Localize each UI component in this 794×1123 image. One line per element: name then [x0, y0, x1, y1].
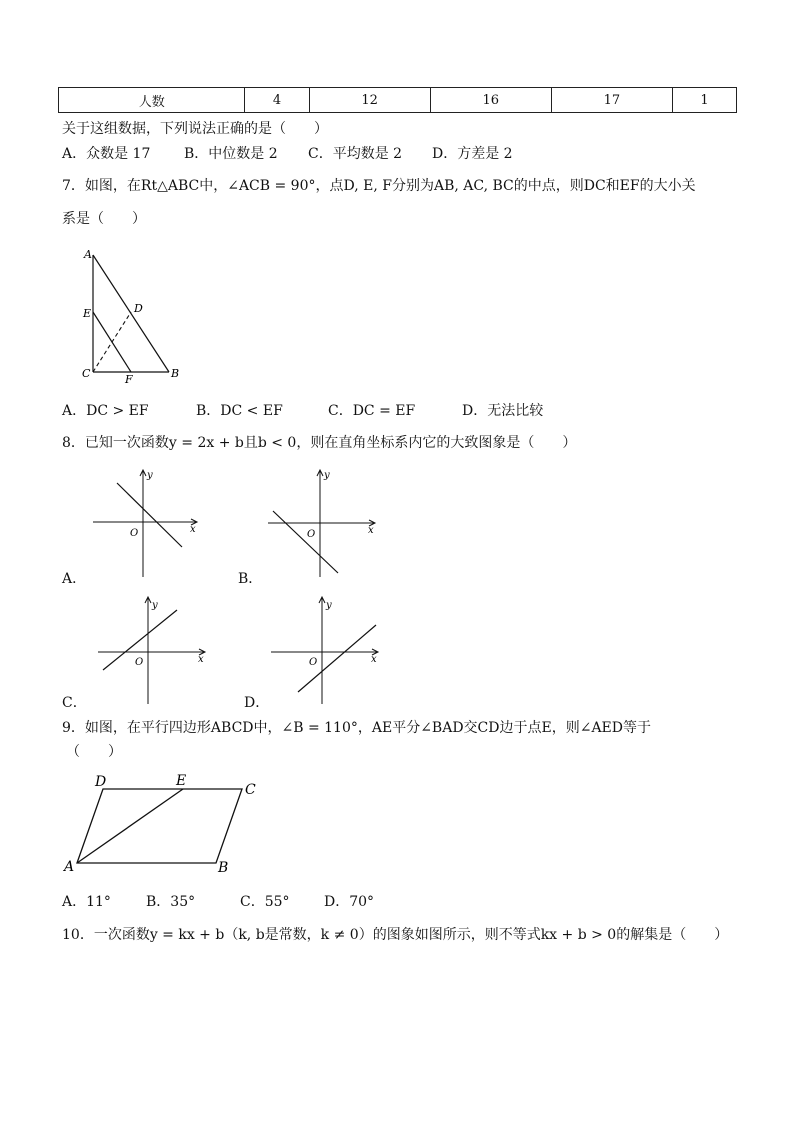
q7-label-c: C	[82, 367, 91, 380]
q8-option-d: D．	[244, 695, 270, 711]
q8d-x-label: x	[371, 654, 377, 665]
q9-label-d: D	[95, 774, 107, 790]
q8-option-a: A．	[62, 571, 87, 587]
q10-stem: 10．一次函数y = kx + b（k, b是常数，k ≠ 0）的图象如图所示，则不等式kx + b > 0的解集是（ ）	[62, 927, 729, 943]
q9-stem-line2: （ ）	[66, 744, 122, 760]
q7-label-e: E	[83, 307, 92, 320]
q8d-origin-label: O	[309, 657, 318, 668]
q8c-x-label: x	[198, 654, 204, 665]
table-cell: 人数	[59, 88, 245, 113]
q7-stem-line1: 7．如图，在Rt△ABC中，∠ACB = 90°，点D, E, F分别为AB, AC, BC的中点，则DC和EF的大小关	[62, 178, 696, 194]
q9-stem-line1: 9．如图，在平行四边形ABCD中，∠B = 110°，AE平分∠BAD交CD边于点E，则∠AED等于	[62, 720, 651, 736]
q8c-y-label: y	[152, 600, 158, 611]
q9-options	[62, 891, 374, 911]
q7-label-d: D	[134, 302, 143, 315]
table-cell: 4	[245, 88, 309, 113]
q7-option-a: A．DC > EF	[62, 403, 149, 419]
q7-label-b: B	[171, 367, 180, 380]
q9-label-b: B	[218, 860, 229, 875]
q7-stem-line2: 系是（ ）	[62, 211, 146, 227]
q6-options	[62, 143, 513, 163]
q7-option-b: B．DC < EF	[196, 403, 283, 419]
q8-graph-a	[90, 465, 205, 580]
q7-option-d: D．无法比较	[462, 403, 544, 419]
q8b-origin-label: O	[307, 529, 316, 540]
q7-options	[62, 400, 543, 420]
q9-option-b: B．35°	[146, 894, 196, 910]
q8-option-c: C．	[62, 695, 87, 711]
q9-option-a: A．11°	[62, 894, 111, 910]
q9-label-e: E	[176, 773, 187, 789]
q9-option-c: C．55°	[240, 894, 290, 910]
q8a-x-label: x	[190, 524, 196, 535]
table-cell: 16	[430, 88, 551, 113]
q8-graph-c	[95, 592, 210, 707]
q8c-origin-label: O	[135, 657, 144, 668]
table-cell: 12	[309, 88, 430, 113]
q6-option-b: B．中位数是 2	[184, 146, 278, 162]
q6-option-d: D．方差是 2	[432, 146, 513, 162]
q7-option-c: C．DC = EF	[328, 403, 416, 419]
q8b-x-label: x	[368, 525, 374, 536]
q9-parallelogram-figure	[60, 770, 270, 875]
frequency-table	[58, 87, 737, 113]
table-row	[59, 88, 737, 113]
q7-triangle-figure	[75, 245, 190, 385]
q9-label-a: A	[64, 859, 75, 875]
q6-stem: 关于这组数据，下列说法正确的是（ ）	[62, 121, 328, 137]
q9-option-d: D．70°	[324, 894, 375, 910]
q7-label-f: F	[125, 373, 133, 385]
table-cell: 17	[551, 88, 672, 113]
q8d-y-label: y	[326, 600, 332, 611]
q8-stem: 8．已知一次函数y = 2x + b且b < 0，则在直角坐标系内它的大致图象是（ ）	[62, 435, 577, 451]
q6-option-c: C．平均数是 2	[308, 146, 403, 162]
q8a-origin-label: O	[130, 528, 139, 539]
q8-option-b: B．	[238, 571, 263, 587]
q7-label-a: A	[84, 248, 92, 261]
q8b-y-label: y	[324, 470, 330, 481]
table-cell: 1	[672, 88, 736, 113]
q8-graph-b	[265, 465, 380, 580]
q6-option-a: A．众数是 17	[62, 146, 151, 162]
q8-graph-d	[268, 592, 383, 707]
q8a-y-label: y	[147, 470, 153, 481]
q9-label-c: C	[245, 782, 256, 798]
